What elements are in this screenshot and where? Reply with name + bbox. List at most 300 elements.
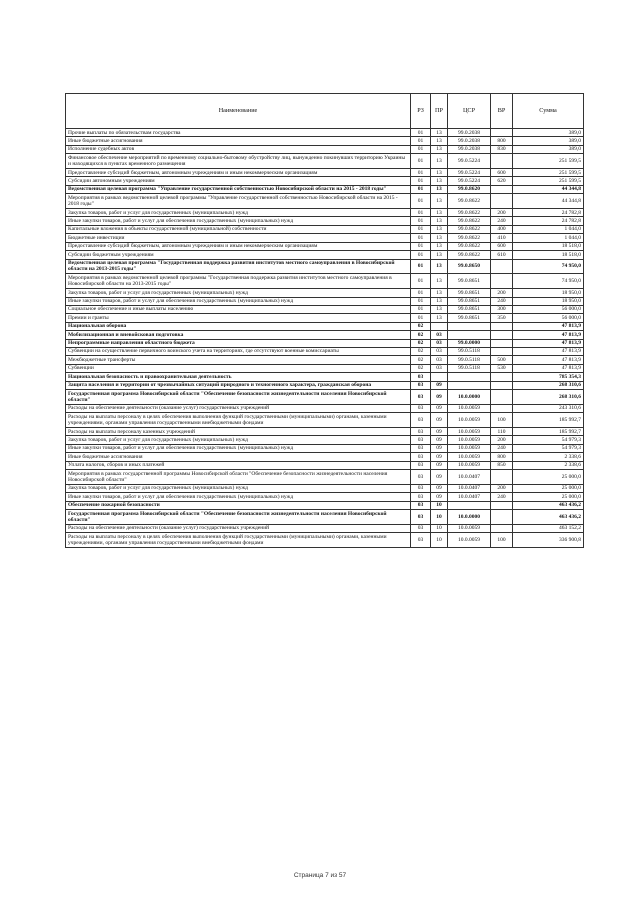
cell-rz: 01 (411, 137, 431, 145)
cell-name: Иные закупки товаров, работ и услуг для обеспечения государственных (муниципальных) нужд (66, 444, 411, 452)
table-row (66, 356, 584, 364)
cell-vr (491, 373, 513, 381)
cell-name: Социальное обеспечение и иные выплаты населению (66, 305, 411, 313)
table-row (66, 194, 584, 209)
cell-rz: 02 (411, 339, 431, 347)
cell-rz: 01 (411, 217, 431, 225)
table-row (66, 484, 584, 492)
cell-name: Расходы на выплаты персоналу в целях обеспечения выполнения функций государственными (муниципальными) органами, казенными учреждениями, органами управления государственными внебюджетными фондами (66, 413, 411, 428)
cell-sum: 2 338,6 (513, 453, 584, 461)
cell-rz: 01 (411, 225, 431, 233)
cell-sum: 268 310,6 (513, 381, 584, 389)
header-csr: ЦСР (448, 94, 491, 129)
cell-rz: 02 (411, 331, 431, 339)
table-row (66, 413, 584, 428)
budget-document-page (65, 93, 583, 548)
cell-csr: 99.0.8622 (448, 209, 491, 217)
table-row (66, 373, 584, 381)
cell-name: Премии и гранты (66, 314, 411, 322)
cell-vr (491, 322, 513, 330)
table-row (66, 364, 584, 372)
cell-sum: 18 518,0 (513, 242, 584, 250)
cell-sum: 24 782,8 (513, 217, 584, 225)
cell-name: Защита населения и территории от чрезвычайных ситуаций природного и техногенного характера, гражданская оборона (66, 381, 411, 389)
cell-name: Ведомственная целевая программа "Государственная поддержка развития институтов местного самоуправления в Новосибирской области на 2013-2015 годы" (66, 259, 411, 274)
cell-csr: 10.0.0059 (448, 404, 491, 412)
cell-csr (448, 373, 491, 381)
cell-csr (448, 322, 491, 330)
cell-pr: 13 (431, 145, 448, 153)
cell-sum: 44 344,8 (513, 185, 584, 193)
table-row (66, 185, 584, 193)
cell-name: Обеспечение пожарной безопасности (66, 501, 411, 509)
cell-csr: 10.0.0059 (448, 524, 491, 532)
cell-vr: 350 (491, 314, 513, 322)
cell-vr: 600 (491, 169, 513, 177)
table-row (66, 461, 584, 469)
cell-csr (448, 381, 491, 389)
cell-pr: 09 (431, 413, 448, 428)
cell-sum: 25 000,0 (513, 470, 584, 485)
table-body (66, 129, 584, 548)
cell-sum: 47 813,9 (513, 331, 584, 339)
cell-rz: 03 (411, 533, 431, 548)
cell-csr: 10.0.0059 (448, 444, 491, 452)
cell-vr (491, 129, 513, 137)
cell-rz: 01 (411, 185, 431, 193)
cell-csr: 99.0.5224 (448, 177, 491, 185)
cell-vr: 200 (491, 436, 513, 444)
table-row (66, 444, 584, 452)
cell-sum: 2 338,6 (513, 461, 584, 469)
cell-name: Государственная программа Новосибирской области "Обеспечение безопасности жизнедеятельности населения Новосибирской области" (66, 390, 411, 405)
cell-rz: 03 (411, 444, 431, 452)
cell-vr (491, 339, 513, 347)
table-row (66, 177, 584, 185)
cell-vr: 200 (491, 484, 513, 492)
cell-vr (491, 524, 513, 532)
cell-rz: 01 (411, 177, 431, 185)
cell-vr: 240 (491, 297, 513, 305)
cell-rz: 02 (411, 356, 431, 364)
table-row (66, 390, 584, 405)
cell-rz: 02 (411, 364, 431, 372)
cell-name: Прочие выплаты по обязательствам государства (66, 129, 411, 137)
cell-pr: 13 (431, 289, 448, 297)
table-row (66, 154, 584, 169)
table-row (66, 436, 584, 444)
cell-sum: 47 813,9 (513, 347, 584, 355)
cell-sum: 44 344,8 (513, 194, 584, 209)
cell-csr: 99.0.8620 (448, 185, 491, 193)
cell-vr (491, 347, 513, 355)
cell-sum: 243 310,6 (513, 404, 584, 412)
cell-rz: 03 (411, 470, 431, 485)
table-row (66, 524, 584, 532)
cell-csr: 99.0.8651 (448, 305, 491, 313)
cell-vr: 620 (491, 177, 513, 185)
cell-name: Межбюджетные трансферты (66, 356, 411, 364)
cell-pr: 13 (431, 242, 448, 250)
cell-name: Субвенции на осуществление первичного воинского учета на территориях, где отсутствуют военные комиссариаты (66, 347, 411, 355)
cell-vr (491, 331, 513, 339)
header-sum: Сумма (513, 94, 584, 129)
table-row (66, 510, 584, 525)
table-row (66, 169, 584, 177)
cell-csr: 10.0.0407 (448, 484, 491, 492)
table-row (66, 314, 584, 322)
cell-pr: 09 (431, 470, 448, 485)
cell-sum: 18 950,0 (513, 289, 584, 297)
table-row (66, 453, 584, 461)
page-number: Страница 7 из 57 (293, 872, 347, 879)
cell-vr: 200 (491, 289, 513, 297)
cell-rz: 03 (411, 524, 431, 532)
cell-csr: 99.0.8622 (448, 225, 491, 233)
cell-rz: 03 (411, 373, 431, 381)
cell-vr (491, 259, 513, 274)
cell-csr (448, 331, 491, 339)
cell-name: Закупка товаров, работ и услуг для государственных (муниципальных) нужд (66, 484, 411, 492)
header-pr: ПР (431, 94, 448, 129)
cell-name: Уплата налогов, сборов и иных платежей (66, 461, 411, 469)
cell-pr: 09 (431, 381, 448, 389)
cell-sum: 47 813,9 (513, 364, 584, 372)
cell-vr (491, 194, 513, 209)
cell-name: Расходы на выплаты персоналу казенных учреждений (66, 428, 411, 436)
cell-pr: 13 (431, 314, 448, 322)
cell-pr: 13 (431, 129, 448, 137)
table-row (66, 234, 584, 242)
table-row (66, 297, 584, 305)
cell-csr: 10.0.0059 (448, 533, 491, 548)
cell-rz: 01 (411, 314, 431, 322)
cell-rz: 01 (411, 145, 431, 153)
cell-pr: 13 (431, 217, 448, 225)
cell-csr: 10.0.0059 (448, 413, 491, 428)
cell-rz: 03 (411, 510, 431, 525)
cell-rz: 01 (411, 251, 431, 259)
cell-csr: 10.0.0059 (448, 453, 491, 461)
cell-sum: 389,0 (513, 137, 584, 145)
cell-rz: 01 (411, 129, 431, 137)
cell-rz: 03 (411, 390, 431, 405)
cell-pr: 13 (431, 251, 448, 259)
cell-vr: 530 (491, 364, 513, 372)
cell-csr: 99.0.8622 (448, 242, 491, 250)
cell-rz: 03 (411, 501, 431, 509)
cell-pr: 09 (431, 390, 448, 405)
table-row (66, 259, 584, 274)
cell-pr: 13 (431, 169, 448, 177)
cell-sum: 56 000,0 (513, 314, 584, 322)
cell-rz: 01 (411, 259, 431, 274)
cell-vr: 240 (491, 217, 513, 225)
cell-sum: 24 782,8 (513, 209, 584, 217)
cell-vr: 200 (491, 209, 513, 217)
cell-pr: 13 (431, 259, 448, 274)
table-row (66, 381, 584, 389)
cell-sum: 25 000,0 (513, 484, 584, 492)
cell-pr: 09 (431, 428, 448, 436)
cell-name: Мобилизационная и вневойсковая подготовка (66, 331, 411, 339)
cell-pr: 10 (431, 524, 448, 532)
cell-pr: 13 (431, 297, 448, 305)
cell-pr: 09 (431, 444, 448, 452)
cell-name: Иные закупки товаров, работ и услуг для обеспечения государственных (муниципальных) нужд (66, 297, 411, 305)
cell-csr (448, 501, 491, 509)
cell-pr: 03 (431, 339, 448, 347)
cell-vr (491, 381, 513, 389)
cell-csr: 10.0.0059 (448, 436, 491, 444)
table-row (66, 274, 584, 289)
cell-name: Расходы на обеспечение деятельности (оказание услуг) государственных учреждений (66, 404, 411, 412)
cell-rz: 01 (411, 297, 431, 305)
table-row (66, 137, 584, 145)
cell-rz: 03 (411, 428, 431, 436)
table-row (66, 501, 584, 509)
cell-name: Закупка товаров, работ и услуг для государственных (муниципальных) нужд (66, 209, 411, 217)
cell-pr: 09 (431, 484, 448, 492)
cell-csr: 99.0.5118 (448, 364, 491, 372)
table-row (66, 428, 584, 436)
cell-pr (431, 373, 448, 381)
cell-name: Субсидии бюджетным учреждениям (66, 251, 411, 259)
cell-rz: 03 (411, 413, 431, 428)
cell-pr: 09 (431, 453, 448, 461)
cell-pr: 13 (431, 305, 448, 313)
cell-name: Национальная оборона (66, 322, 411, 330)
cell-vr: 100 (491, 413, 513, 428)
cell-csr: 99.0.5118 (448, 356, 491, 364)
cell-sum: 47 813,9 (513, 322, 584, 330)
cell-pr: 09 (431, 404, 448, 412)
table-row (66, 470, 584, 485)
cell-name: Бюджетные инвестиции (66, 234, 411, 242)
cell-sum: 251 599,5 (513, 177, 584, 185)
cell-vr: 850 (491, 461, 513, 469)
cell-csr: 99.0.8622 (448, 217, 491, 225)
cell-name: Мероприятия в рамках государственной программы Новосибирской области "Обеспечение безопасности жизнедеятельности населения Новосибирской области" (66, 470, 411, 485)
cell-rz: 02 (411, 322, 431, 330)
cell-sum: 185 992,7 (513, 413, 584, 428)
cell-pr: 13 (431, 194, 448, 209)
cell-name: Предоставление субсидий бюджетным, автономным учреждениям и иным некоммерческим организациям (66, 242, 411, 250)
cell-vr: 410 (491, 234, 513, 242)
cell-sum: 389,0 (513, 145, 584, 153)
cell-pr: 09 (431, 436, 448, 444)
cell-sum: 25 000,0 (513, 493, 584, 501)
cell-name: Предоставление субсидий бюджетным, автономным учреждениям и иным некоммерческим организациям (66, 169, 411, 177)
cell-name: Закупка товаров, работ и услуг для государственных (муниципальных) нужд (66, 436, 411, 444)
cell-pr: 10 (431, 533, 448, 548)
table-row (66, 242, 584, 250)
cell-sum: 336 900,8 (513, 533, 584, 548)
cell-pr: 13 (431, 154, 448, 169)
cell-csr: 99.0.2038 (448, 129, 491, 137)
table-row (66, 251, 584, 259)
cell-sum: 18 518,0 (513, 251, 584, 259)
cell-pr: 10 (431, 510, 448, 525)
cell-pr: 03 (431, 356, 448, 364)
cell-rz: 03 (411, 493, 431, 501)
cell-name: Мероприятия в рамках ведомственной целевой программы "Управление государственной собственностью Новосибирской области на 2015 - 2018 годы" (66, 194, 411, 209)
cell-vr (491, 154, 513, 169)
cell-pr: 03 (431, 364, 448, 372)
cell-csr: 99.0.8651 (448, 274, 491, 289)
cell-csr: 10.0.0000 (448, 510, 491, 525)
cell-sum: 74 950,0 (513, 274, 584, 289)
cell-name: Закупка товаров, работ и услуг для государственных (муниципальных) нужд (66, 289, 411, 297)
cell-name: Капитальные вложения в объекты государственной (муниципальной) собственности (66, 225, 411, 233)
table-row (66, 225, 584, 233)
cell-sum: 463 436,2 (513, 501, 584, 509)
cell-rz: 03 (411, 381, 431, 389)
cell-csr: 99.0.5118 (448, 347, 491, 355)
cell-vr: 800 (491, 137, 513, 145)
cell-vr: 400 (491, 225, 513, 233)
cell-pr: 13 (431, 137, 448, 145)
cell-csr: 99.0.2038 (448, 137, 491, 145)
cell-pr: 13 (431, 225, 448, 233)
cell-vr (491, 510, 513, 525)
cell-name: Субсидии автономным учреждениям (66, 177, 411, 185)
cell-rz: 02 (411, 347, 431, 355)
header-rz: РЗ (411, 94, 431, 129)
table-row (66, 331, 584, 339)
cell-rz: 01 (411, 289, 431, 297)
cell-rz: 01 (411, 305, 431, 313)
cell-vr: 830 (491, 145, 513, 153)
cell-csr: 10.0.0000 (448, 390, 491, 405)
cell-csr: 99.0.8651 (448, 314, 491, 322)
table-row (66, 339, 584, 347)
cell-sum: 56 000,0 (513, 305, 584, 313)
cell-name: Иные закупки товаров, работ и услуг для обеспечения государственных (муниципальных) нужд (66, 217, 411, 225)
cell-vr: 600 (491, 242, 513, 250)
cell-csr: 99.0.2038 (448, 145, 491, 153)
cell-pr: 13 (431, 185, 448, 193)
cell-name: Непрограммные направления областного бюджета (66, 339, 411, 347)
cell-vr (491, 185, 513, 193)
cell-rz: 01 (411, 242, 431, 250)
cell-name: Мероприятия в рамках ведомственной целевой программы "Государственная поддержка развития институтов местного самоуправления в Новосибирской области на 2013-2015 годы" (66, 274, 411, 289)
cell-sum: 251 599,5 (513, 169, 584, 177)
cell-name: Ведомственная целевая программа "Управление государственной собственностью Новосибирской области на 2015 - 2018 годы" (66, 185, 411, 193)
cell-sum: 74 950,0 (513, 259, 584, 274)
cell-vr: 300 (491, 305, 513, 313)
cell-vr: 110 (491, 428, 513, 436)
cell-rz: 01 (411, 154, 431, 169)
cell-rz: 01 (411, 234, 431, 242)
cell-csr: 99.0.8622 (448, 251, 491, 259)
cell-pr: 13 (431, 177, 448, 185)
cell-rz: 03 (411, 484, 431, 492)
cell-csr: 10.0.0059 (448, 461, 491, 469)
cell-sum: 785 354,3 (513, 373, 584, 381)
table-row (66, 347, 584, 355)
cell-sum: 1 044,0 (513, 234, 584, 242)
cell-pr: 03 (431, 347, 448, 355)
cell-pr: 03 (431, 331, 448, 339)
cell-name: Иные бюджетные ассигнования (66, 453, 411, 461)
cell-name: Иные бюджетные ассигнования (66, 137, 411, 145)
cell-pr: 13 (431, 274, 448, 289)
cell-pr: 09 (431, 493, 448, 501)
table-row (66, 322, 584, 330)
table-row (66, 129, 584, 137)
cell-pr: 13 (431, 209, 448, 217)
cell-csr: 99.0.8651 (448, 289, 491, 297)
cell-rz: 01 (411, 194, 431, 209)
cell-vr (491, 404, 513, 412)
cell-pr (431, 322, 448, 330)
table-row (66, 493, 584, 501)
table-row (66, 404, 584, 412)
cell-name: Субвенции (66, 364, 411, 372)
cell-sum: 389,0 (513, 129, 584, 137)
cell-vr: 500 (491, 356, 513, 364)
header-vr: ВР (491, 94, 513, 129)
table-header (66, 94, 584, 129)
cell-rz: 03 (411, 436, 431, 444)
cell-name: Иные закупки товаров, работ и услуг для обеспечения государственных (муниципальных) нужд (66, 493, 411, 501)
header-name: Наименование (66, 94, 411, 129)
cell-sum: 251 599,5 (513, 154, 584, 169)
cell-rz: 01 (411, 274, 431, 289)
cell-csr: 99.0.5224 (448, 154, 491, 169)
cell-csr: 10.0.0059 (448, 428, 491, 436)
cell-sum: 54 979,3 (513, 444, 584, 452)
cell-rz: 03 (411, 461, 431, 469)
cell-vr: 240 (491, 444, 513, 452)
cell-pr: 13 (431, 234, 448, 242)
cell-sum: 1 044,0 (513, 225, 584, 233)
cell-csr: 99.0.5224 (448, 169, 491, 177)
cell-name: Расходы на выплаты персоналу в целях обеспечения выполнения функций государственными (муниципальными) органами, казенными учреждениями, органами управления государственными внебюджетными фондами (66, 533, 411, 548)
cell-rz: 01 (411, 209, 431, 217)
cell-sum: 47 813,9 (513, 339, 584, 347)
cell-vr (491, 470, 513, 485)
cell-sum: 185 992,7 (513, 428, 584, 436)
cell-csr: 99.0.8622 (448, 194, 491, 209)
table-row (66, 217, 584, 225)
cell-name: Национальная безопасность и правоохранительная деятельность (66, 373, 411, 381)
cell-name: Исполнение судебных актов (66, 145, 411, 153)
cell-csr: 99.0.8650 (448, 259, 491, 274)
cell-vr: 240 (491, 493, 513, 501)
cell-rz: 03 (411, 404, 431, 412)
cell-name: Финансовое обеспечение мероприятий по временному социально-бытовому обустройству лиц, вынужденно покинувших территорию Украины и находящихся в пунктах временного размещения (66, 154, 411, 169)
cell-vr: 100 (491, 533, 513, 548)
cell-sum: 463 152,2 (513, 524, 584, 532)
cell-csr: 99.0.8622 (448, 234, 491, 242)
cell-sum: 47 813,9 (513, 356, 584, 364)
cell-vr: 800 (491, 453, 513, 461)
cell-name: Государственная программа Новосибирской области "Обеспечение безопасности жизнедеятельности населения Новосибирской области" (66, 510, 411, 525)
table-row (66, 533, 584, 548)
cell-vr (491, 390, 513, 405)
table-row (66, 289, 584, 297)
budget-table (65, 93, 584, 548)
cell-sum: 18 950,0 (513, 297, 584, 305)
cell-rz: 03 (411, 453, 431, 461)
table-row (66, 145, 584, 153)
cell-pr: 09 (431, 461, 448, 469)
cell-pr: 10 (431, 501, 448, 509)
cell-sum: 54 979,3 (513, 436, 584, 444)
table-row (66, 209, 584, 217)
